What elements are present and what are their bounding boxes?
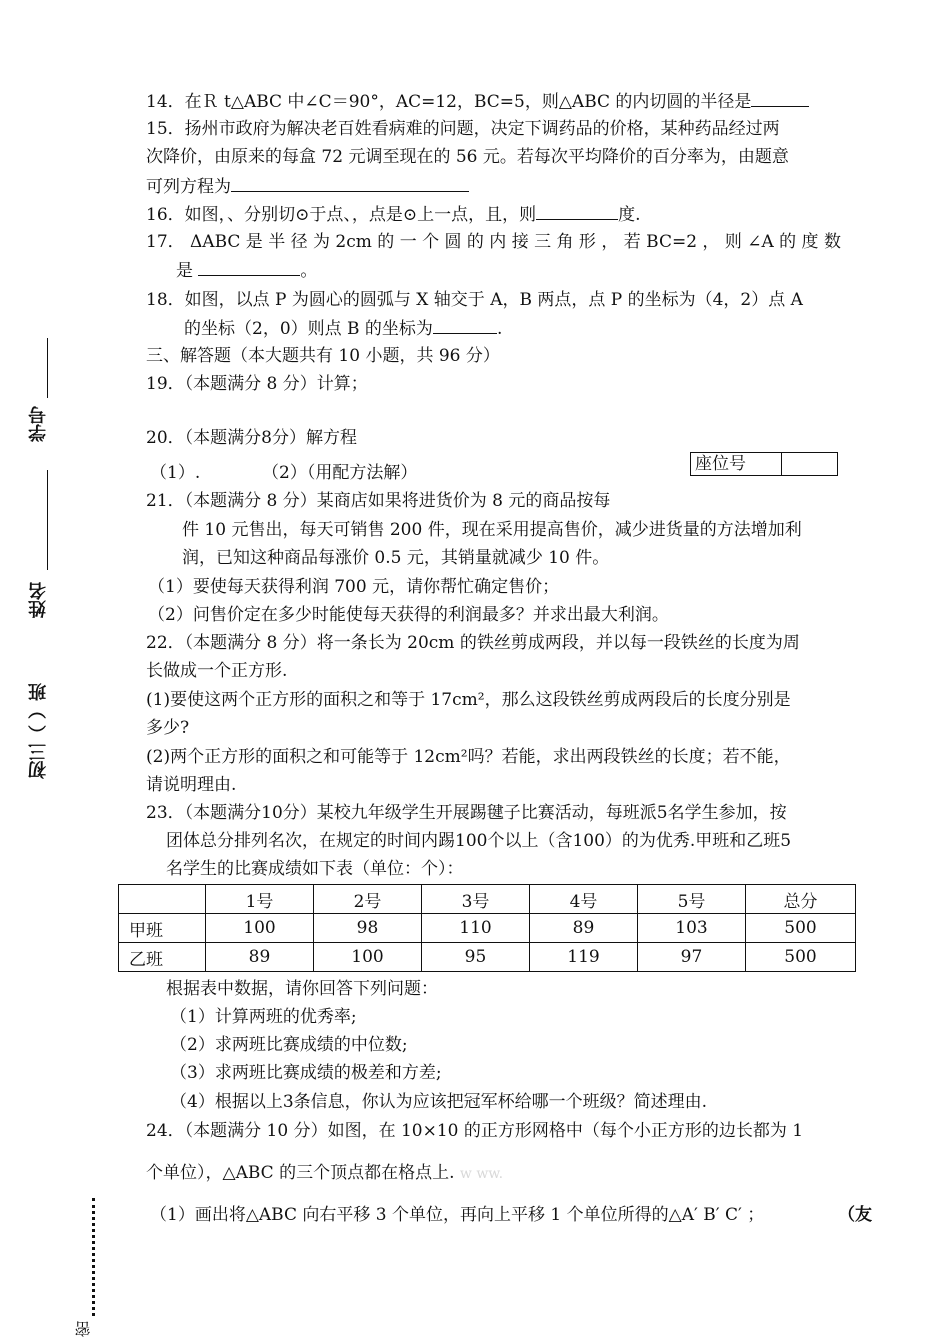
question-18-line-1: 18．如图，以点 P 为圆心的圆弧与 X 轴交于 A，B 两点，点 P 的坐标为（4，2）点 A xyxy=(146,290,803,310)
name-label: 姓名 xyxy=(28,582,49,618)
question-14 xyxy=(146,88,809,114)
question-21-line-1: 21．（本题满分 8 分）某商店如果将进货价为 8 元的商品按每 xyxy=(146,491,611,511)
table-header-row xyxy=(119,885,856,914)
class-label: 初三（ ）班 xyxy=(28,682,49,780)
question-20-title: 20．（本题满分8分）解方程 xyxy=(146,428,357,448)
table-header-cell: 2号 xyxy=(314,885,422,914)
question-24-line-2 xyxy=(146,1160,503,1186)
question-24-line-2-text: 个单位），△ABC 的三个顶点都在格点上. xyxy=(146,1163,455,1183)
question-17-suffix: 。 xyxy=(300,261,318,281)
table-cell: 500 xyxy=(746,943,856,972)
question-23-line-2: 团体总分排列名次，在规定的时间内踢100个以上（含100）的为优秀.甲班和乙班5 xyxy=(166,831,792,851)
student-id-label: 学号 xyxy=(28,406,49,442)
watermark-text: w ww. xyxy=(459,1166,504,1182)
answer-blank[interactable] xyxy=(198,257,300,276)
question-21-part-2: （2）问售价定在多少时能使每天获得的利润最多？并求出最大利润。 xyxy=(148,605,669,625)
question-23-part-3: （3）求两班比赛成绩的极差和方差; xyxy=(170,1063,442,1083)
question-24-part-1-tail: （友 xyxy=(838,1205,872,1225)
table-row-label: 乙班 xyxy=(119,943,206,972)
question-16 xyxy=(146,201,641,227)
question-23-line-1: 23．（本题满分10分）某校九年级学生开展踢毽子比赛活动，每班派5名学生参加，按 xyxy=(146,803,787,823)
question-23-part-4: （4）根据以上3条信息，你认为应该把冠军杯给哪一个班级？简述理由. xyxy=(170,1092,708,1112)
table-header-cell xyxy=(119,885,206,914)
question-19: 19．（本题满分 8 分）计算； xyxy=(146,374,368,394)
table-header-cell: 1号 xyxy=(206,885,314,914)
answer-blank[interactable] xyxy=(751,88,809,107)
table-row xyxy=(119,943,856,972)
student-id-blank[interactable] xyxy=(47,338,48,398)
question-15-line-3-text: 可列方程为 xyxy=(146,177,231,197)
question-16-text: 16．如图，、分别切⊙于点、，点是⊙上一点，且，则 xyxy=(146,205,537,225)
question-24-part-1-text: （1）画出将△ABC 向右平移 3 个单位，再向上平移 1 个单位所得的△A′ B′ C′ ； xyxy=(150,1205,765,1225)
table-cell: 100 xyxy=(206,914,314,943)
table-cell: 89 xyxy=(530,914,638,943)
table-cell: 110 xyxy=(422,914,530,943)
answer-blank[interactable] xyxy=(536,201,618,220)
name-blank[interactable] xyxy=(47,470,48,570)
table-cell: 100 xyxy=(314,943,422,972)
question-20-part-1: （1）. xyxy=(150,463,201,483)
question-17-prefix: 是 xyxy=(176,261,193,281)
seat-number-box xyxy=(690,452,838,476)
question-22-line-1: 22．（本题满分 8 分）将一条长为 20cm 的铁丝剪成两段，并以每一段铁丝的长度为周 xyxy=(146,633,800,653)
table-header-cell: 总分 xyxy=(746,885,856,914)
table-row xyxy=(119,914,856,943)
table-header-cell: 4号 xyxy=(530,885,638,914)
question-24-line-1: 24．（本题满分 10 分）如图，在 10×10 的正方形网格中（每个小正方形的边长都为 1 xyxy=(146,1121,804,1141)
question-22-part-2-line-2: 请说明理由. xyxy=(146,775,237,795)
question-18-line-2-text: 的坐标（2，0）则点 B 的坐标为 xyxy=(184,319,433,339)
seat-number-label: 座位号 xyxy=(691,453,782,475)
question-22-part-1-line-1: (1)要使这两个正方形的面积之和等于 17cm²，那么这段铁丝剪成两段后的长度分别是 xyxy=(146,690,791,710)
question-18-line-2 xyxy=(184,315,502,341)
question-15-line-3 xyxy=(146,173,469,199)
table-cell: 98 xyxy=(314,914,422,943)
table-cell: 500 xyxy=(746,914,856,943)
answer-blank[interactable] xyxy=(231,173,469,192)
table-row-label: 甲班 xyxy=(119,914,206,943)
question-17-line-1: 17． ΔABC 是 半 径 为 2cm 的 一 个 圆 的 内 接 三 角 形 ， 若 BC=2 ， 则 ∠A 的 度 数 xyxy=(146,232,841,252)
question-16-suffix: 度. xyxy=(618,205,641,225)
section-3-heading: 三、解答题（本大题共有 10 小题，共 96 分） xyxy=(146,346,500,366)
question-22-part-2-line-1: (2)两个正方形的面积之和可能等于 12cm²吗？若能，求出两段铁丝的长度；若不能， xyxy=(146,747,791,767)
scores-table xyxy=(118,884,856,972)
question-15-line-1: 15．扬州市政府为解决老百姓看病难的问题，决定下调药品的价格，某种药品经过两 xyxy=(146,119,780,139)
question-23-part-1: （1）计算两班的优秀率; xyxy=(170,1007,357,1027)
question-21-part-1: （1）要使每天获得利润 700 元，请你帮忙确定售价； xyxy=(148,577,560,597)
question-23-line-3: 名学生的比赛成绩如下表（单位：个）： xyxy=(166,859,464,879)
question-15-line-2: 次降价，由原来的每盒 72 元调至现在的 56 元。若每次平均降价的百分率为，由题意 xyxy=(146,147,789,167)
table-header-cell: 5号 xyxy=(638,885,746,914)
question-24-part-1 xyxy=(150,1202,764,1228)
question-20-part-2: （2）（用配方法解） xyxy=(262,463,418,483)
question-17-line-2 xyxy=(176,257,317,283)
question-22-part-1-line-2: 多少? xyxy=(146,718,190,738)
table-cell: 89 xyxy=(206,943,314,972)
question-18-suffix: . xyxy=(496,319,503,339)
seal-line xyxy=(92,1198,95,1316)
seat-number-field[interactable] xyxy=(782,453,837,475)
seal-label: 密 xyxy=(74,1321,93,1337)
question-23-part-2: （2）求两班比赛成绩的中位数; xyxy=(170,1035,408,1055)
table-cell: 95 xyxy=(422,943,530,972)
table-header-cell: 3号 xyxy=(422,885,530,914)
table-cell: 103 xyxy=(638,914,746,943)
question-22-line-2: 长做成一个正方形. xyxy=(146,661,288,681)
question-23-prompt: 根据表中数据，请你回答下列问题： xyxy=(166,979,438,999)
question-21-line-3: 润，已知这种商品每涨价 0.5 元，其销量就减少 10 件。 xyxy=(182,548,610,568)
question-21-line-2: 件 10 元售出，每天可销售 200 件，现在采用提高售价，减少进货量的方法增加利 xyxy=(182,520,802,540)
answer-blank[interactable] xyxy=(433,315,497,334)
question-14-text: 14．在Ｒ t△ABC 中∠C＝90°，AC=12，BC=5，则△ABC 的内切圆的半径是 xyxy=(146,92,752,112)
table-cell: 119 xyxy=(530,943,638,972)
table-cell: 97 xyxy=(638,943,746,972)
